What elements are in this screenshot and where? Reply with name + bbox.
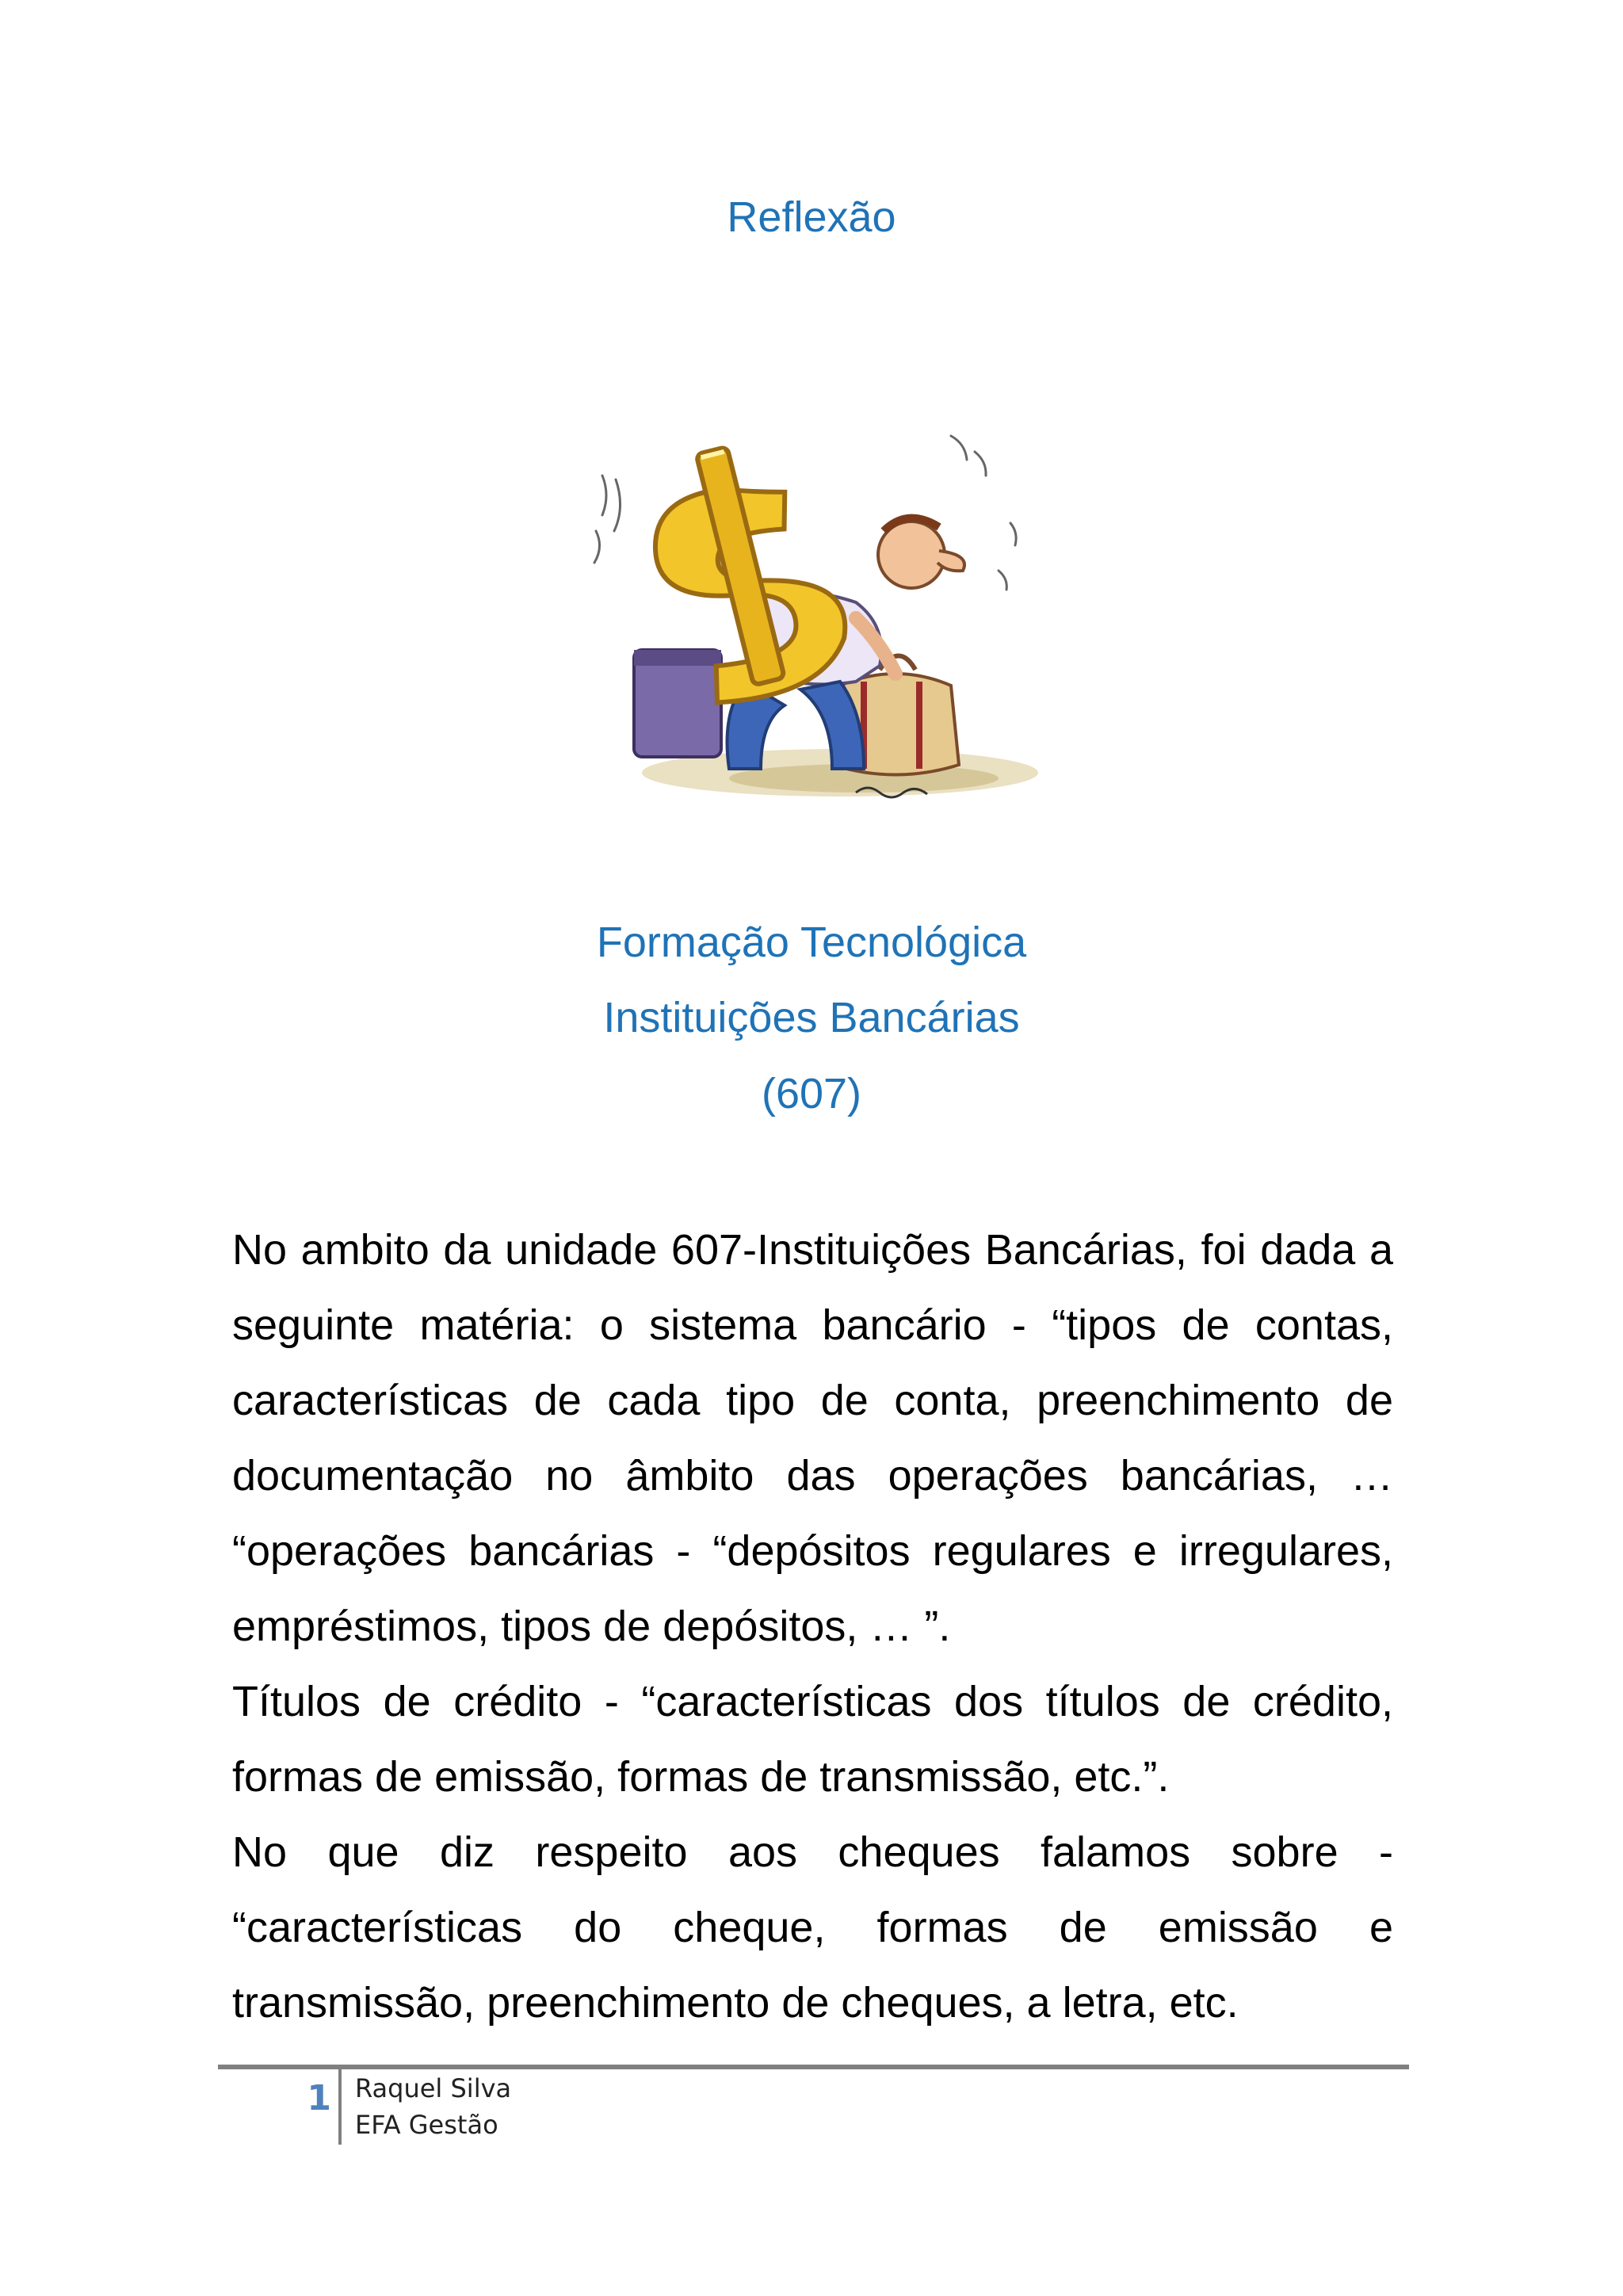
footer-rule — [218, 2065, 1409, 2069]
subtitle-line-3: (607) — [761, 1070, 862, 1117]
footer-divider — [338, 2069, 342, 2145]
man-carrying-dollar-sign-illustration — [579, 412, 1054, 824]
footer-course: EFA Gestão — [355, 2110, 498, 2140]
paragraph: No ambito da unidade 607-Instituições Bancárias, foi dada a seguinte matéria: o sistema bancário - “tipos de contas, características de cada tipo de conta, preenchimento de documentação no âmbito das operações bancárias, … “operações bancárias - “depósitos regulares e irregulares, empréstimos, tipos de depósitos, … ”. — [232, 1226, 1393, 1650]
paragraph: No que diz respeito aos cheques falamos sobre - “características do cheque, formas de emissão e transmissão, preenchimento de cheques, a letra, etc. — [232, 1828, 1393, 2027]
subtitle-line-1: Formação Tecnológica — [596, 919, 1027, 966]
paragraph: Títulos de crédito - “características dos títulos de crédito, formas de emissão, formas de transmissão, etc.”. — [232, 1678, 1393, 1801]
page-number: 1 — [307, 2078, 331, 2118]
body-text — [232, 1213, 1393, 2041]
footer-author: Raquel Silva — [355, 2073, 512, 2103]
subtitle-line-2: Instituições Bancárias — [603, 994, 1020, 1041]
document-title: Reflexão — [727, 193, 896, 241]
